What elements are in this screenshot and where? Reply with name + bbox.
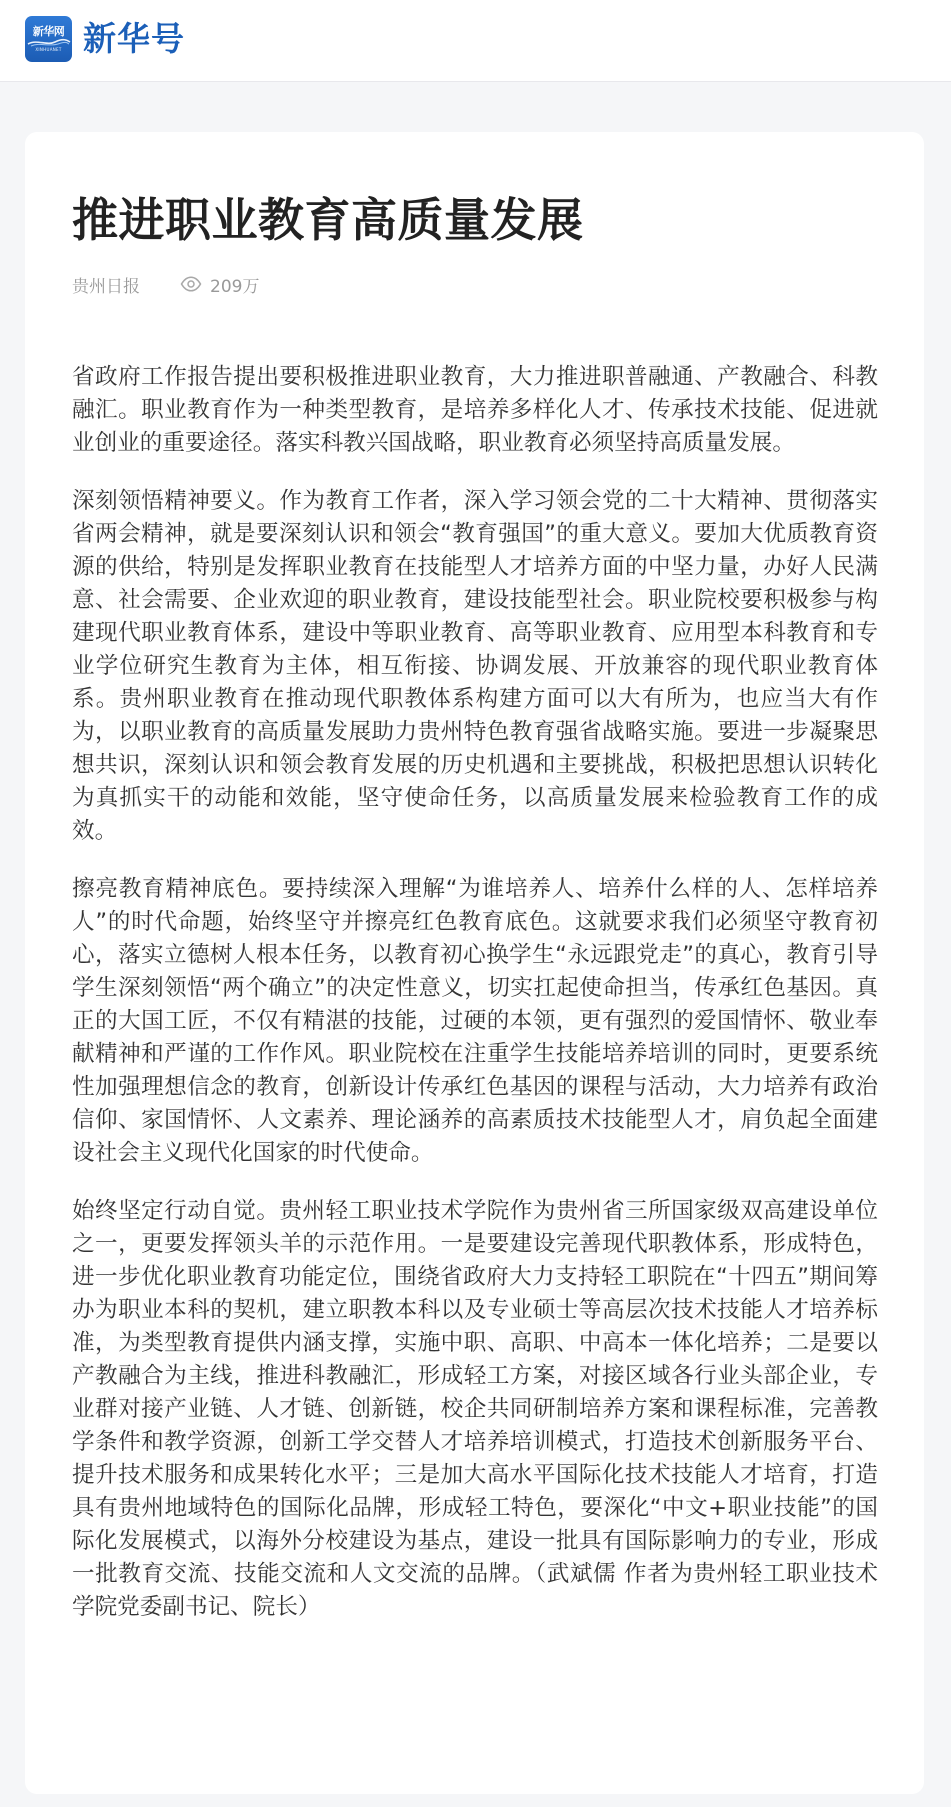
brand-name[interactable]: 新华号 xyxy=(83,19,185,58)
view-count-value: 209万 xyxy=(210,276,260,297)
eye-icon xyxy=(180,276,202,292)
article-paragraph: 始终坚定行动自觉。贵州轻工职业技术学院作为贵州省三所国家级双高建设单位之一，更要发挥领头羊的示范作用。一是要建设完善现代职教体系，形成特色，进一步优化职业教育功能定位，围绕省政府大力支持轻工职院在“十四五”期间筹办为职业本科的契机，建立职教本科以及专业硕士等高层次技术技能人才培养标准，为类型教育提供内涵支撑，实施中职、高职、中高本一体化培养；二是要以产教融合为主线，推进科教融汇，形成轻工方案，对接区域各行业头部企业，专业群对接产业链、人才链、创新链，校企共同研制培养方案和课程标准，完善教学条件和教学资源，创新工学交替人才培养培训模式，打造技术创新服务平台、提升技术服务和成果转化水平；三是加大高水平国际化技术技能人才培育，打造具有贵州地域特色的国际化品牌，形成轻工特色，要深化“中文+职业技能”的国际化发展模式，以海外分校建设为基点，建设一批具有国际影响力的专业，形成一批教育交流、技能交流和人文交流的品牌。（武斌儒 作者为贵州轻工职业技术学院党委副书记、院长） xyxy=(72,1198,878,1620)
article-title: 推进职业教育高质量发展 xyxy=(72,193,584,247)
xinhuanet-logo[interactable] xyxy=(25,16,72,62)
article-body xyxy=(72,361,878,1649)
logo-wave-icon xyxy=(25,38,72,47)
view-count xyxy=(180,272,259,297)
logo-badge-text: 新华网 xyxy=(32,25,65,38)
logo-badge-subtext: XINHUANET xyxy=(35,47,62,52)
article-card xyxy=(25,132,924,1794)
article-meta xyxy=(72,272,259,296)
article-paragraph: 深刻领悟精神要义。作为教育工作者，深入学习领会党的二十大精神、贯彻落实省两会精神，就是要深刻认识和领会“教育强国”的重大意义。要加大优质教育资源的供给，特别是发挥职业教育在技能型人才培养方面的中坚力量，办好人民满意、社会需要、企业欢迎的职业教育，建设技能型社会。职业院校要积极参与构建现代职业教育体系，建设中等职业教育、高等职业教育、应用型本科教育和专业学位研究生教育为主体，相互衔接、协调发展、开放兼容的现代职业教育体系。贵州职业教育在推动现代职教体系构建方面可以大有所为，也应当大有作为，以职业教育的高质量发展助力贵州特色教育强省战略实施。要进一步凝聚思想共识，深刻认识和领会教育发展的历史机遇和主要挑战，积极把思想认识转化为真抓实干的动能和效能，坚守使命任务，以高质量发展来检验教育工作的成效。 xyxy=(72,488,878,844)
article-paragraph: 擦亮教育精神底色。要持续深入理解“为谁培养人、培养什么样的人、怎样培养人”的时代命题，始终坚守并擦亮红色教育底色。这就要求我们必须坚守教育初心，落实立德树人根本任务，以教育初心换学生“永远跟党走”的真心，教育引导学生深刻领悟“两个确立”的决定性意义，切实扛起使命担当，传承红色基因。真正的大国工匠，不仅有精湛的技能，过硬的本领，更有强烈的爱国情怀、敬业奉献精神和严谨的工作作风。职业院校在注重学生技能培养培训的同时，更要系统性加强理想信念的教育，创新设计传承红色基因的课程与活动，大力培养有政治信仰、家国情怀、人文素养、理论涵养的高素质技术技能型人才，肩负起全面建设社会主义现代化国家的时代使命。 xyxy=(72,876,878,1166)
top-bar xyxy=(0,0,951,82)
article-source[interactable]: 贵州日报 xyxy=(72,276,140,297)
article-paragraph: 省政府工作报告提出要积极推进职业教育，大力推进职普融通、产教融合、科教融汇。职业教育作为一种类型教育，是培养多样化人才、传承技术技能、促进就业创业的重要途径。落实科教兴国战略，职业教育必须坚持高质量发展。 xyxy=(72,364,878,456)
